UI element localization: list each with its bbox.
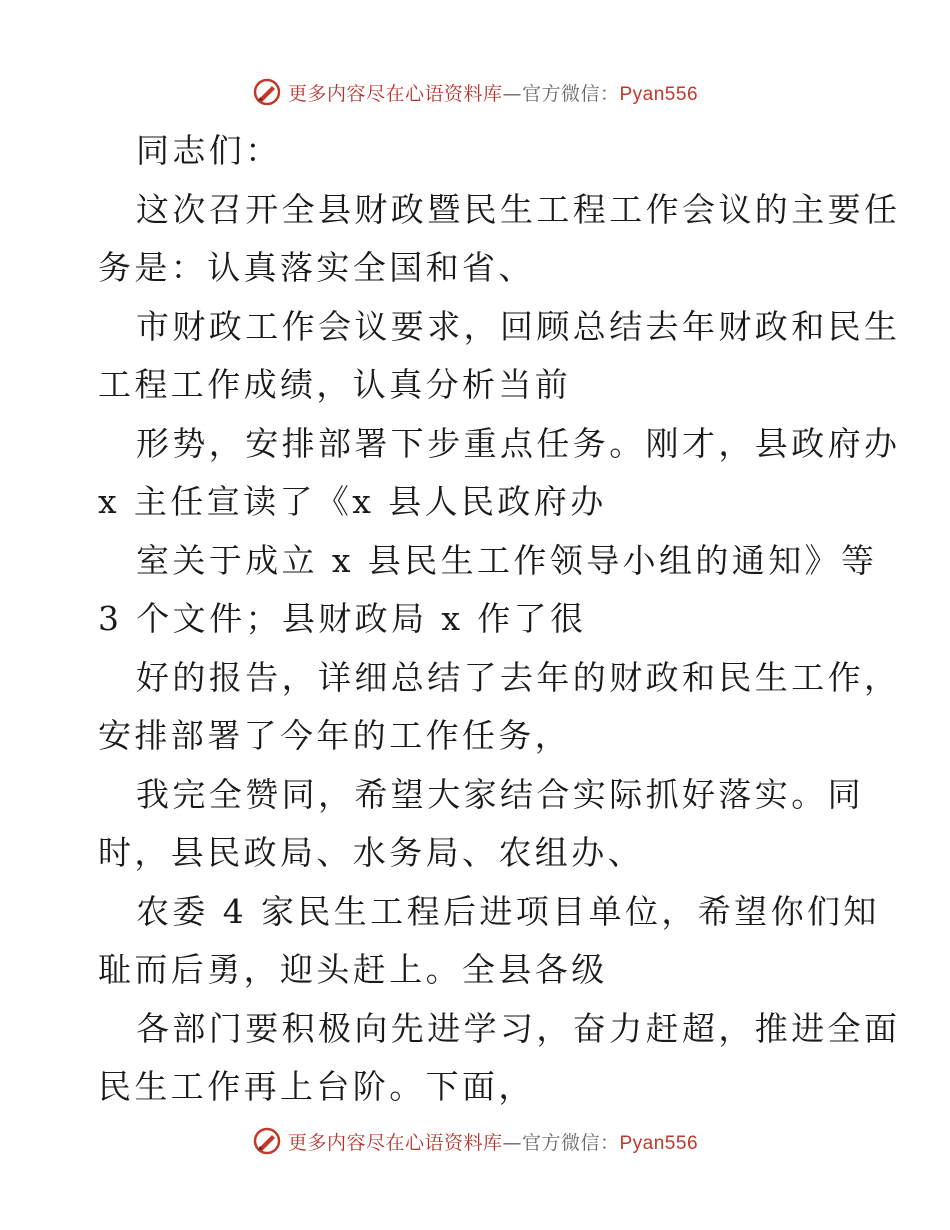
paragraph-line: 时，县民政局、水务局、农组办、 — [98, 833, 644, 872]
paragraph-line: 安排部署了今年的工作任务， — [98, 716, 572, 755]
paragraph-line: 形势，安排部署下步重点任务。刚才，县政府办 — [136, 423, 901, 463]
paragraph-line: 工程工作成绩，认真分析当前 — [98, 365, 572, 404]
pen-logo-icon — [252, 77, 282, 107]
banner-text: 更多内容尽在心语资料库—官方微信：Pyan556 — [287, 1131, 699, 1154]
pen-logo-icon — [252, 1126, 282, 1156]
banner-text: 更多内容尽在心语资料库—官方微信：Pyan556 — [287, 82, 699, 105]
paragraph-line: x 主任宣读了《x 县人民政府办 — [98, 482, 607, 521]
header-banner — [0, 72, 950, 112]
paragraph-line: 室关于成立 x 县民生工作领导小组的通知》等 — [136, 540, 878, 580]
footer-banner — [0, 1121, 950, 1161]
paragraph-line: 这次召开全县财政暨民生工程工作会议的主要任 — [136, 189, 901, 229]
paragraph-line: 3 个文件；县财政局 x 作了很 — [98, 599, 587, 638]
document-body — [98, 122, 901, 1117]
paragraph-line: 市财政工作会议要求，回顾总结去年财政和民生 — [136, 306, 901, 346]
paragraph-line: 耻而后勇，迎头赶上。全县各级 — [98, 950, 608, 989]
paragraph-line: 各部门要积极向先进学习，奋力赶超，推进全面 — [136, 1008, 901, 1048]
paragraph-line: 民生工作再上台阶。下面， — [98, 1067, 535, 1106]
paragraph-line: 务是：认真落实全国和省、 — [98, 248, 535, 287]
paragraph-line: 好的报告，详细总结了去年的财政和民生工作， — [136, 657, 901, 697]
paragraph-line: 农委 4 家民生工程后进项目单位，希望你们知 — [136, 891, 880, 931]
paragraph-line: 同志们： — [136, 131, 282, 170]
paragraph-line: 我完全赞同，希望大家结合实际抓好落实。同 — [136, 774, 864, 814]
